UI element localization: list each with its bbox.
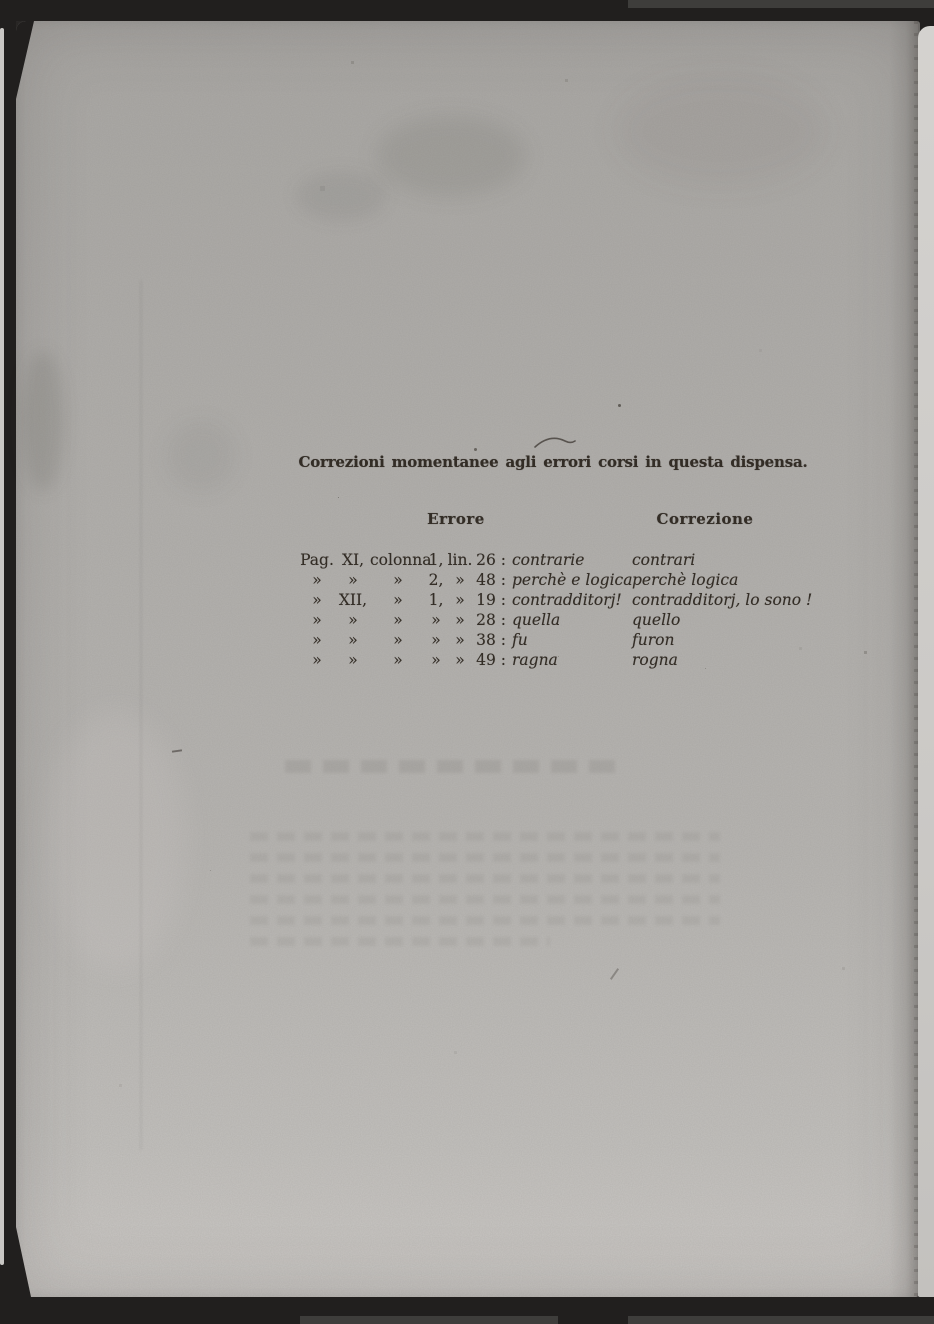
cell-correzione-text: contrari — [632, 551, 696, 569]
cell-correzione-text: quello — [632, 611, 681, 629]
cell-colonna-number: » — [431, 611, 441, 629]
cell-errore-text: contrarie — [512, 551, 585, 569]
cell-page-number: XI, — [341, 551, 365, 569]
cell-colonna-label: » — [393, 651, 403, 669]
cell-linea-label: » — [455, 651, 465, 669]
cell-pag-label: » — [312, 611, 322, 629]
cell-pag-label: » — [312, 651, 322, 669]
cell-linea-label: » — [455, 611, 465, 629]
errata-row — [298, 590, 858, 610]
scan-band-wear-bottom-right — [628, 1316, 934, 1324]
cell-correzione-text: furon — [632, 631, 675, 649]
cell-linea-label: » — [455, 591, 465, 609]
cell-page-number: » — [348, 611, 358, 629]
cell-pag-label: Pag. — [300, 551, 334, 569]
errata-column-headers — [16, 510, 918, 530]
cell-linea-number: 26 : — [476, 551, 506, 569]
scan-band-wear-top — [628, 0, 934, 8]
cell-colonna-label: colonna — [370, 551, 432, 569]
errata-row — [298, 550, 858, 570]
cell-page-number: » — [348, 571, 358, 589]
paper-page — [16, 21, 920, 1297]
next-page-edge — [918, 26, 934, 1297]
cell-colonna-number: » — [431, 651, 441, 669]
cell-colonna-label: » — [393, 611, 403, 629]
cell-colonna-label: » — [393, 631, 403, 649]
cell-colonna-label: » — [393, 591, 403, 609]
cell-colonna-number: 1, — [428, 551, 444, 569]
column-header-errore: Errore — [427, 510, 485, 528]
cell-page-number: » — [348, 651, 358, 669]
cell-linea-label: » — [455, 631, 465, 649]
cell-colonna-number: » — [431, 631, 441, 649]
errata-title: Correzioni momentanee agli errori corsi in questa dispensa. — [298, 453, 808, 471]
errata-row — [298, 650, 858, 670]
cell-linea-number: 48 : — [476, 571, 506, 589]
errata-row — [298, 610, 858, 630]
cell-errore-text: quella — [512, 611, 561, 629]
cell-page-number: XII, — [338, 591, 368, 609]
errata-row — [298, 570, 858, 590]
cell-errore-text: contradditorj! — [512, 591, 622, 609]
cell-linea-number: 19 : — [476, 591, 506, 609]
cell-errore-text: ragna — [512, 651, 558, 669]
cell-errore-text: perchè e logica — [512, 571, 633, 589]
cell-errore-text: fu — [512, 631, 528, 649]
errata-row — [298, 630, 858, 650]
cell-page-number: » — [348, 631, 358, 649]
cell-colonna-number: 2, — [428, 571, 444, 589]
printed-content — [16, 21, 918, 1297]
cell-colonna-number: 1, — [428, 591, 444, 609]
cell-pag-label: » — [312, 631, 322, 649]
cell-linea-number: 49 : — [476, 651, 506, 669]
cell-pag-label: » — [312, 591, 322, 609]
cell-linea-number: 38 : — [476, 631, 506, 649]
cell-colonna-label: » — [393, 571, 403, 589]
cell-linea-number: 28 : — [476, 611, 506, 629]
errata-table — [298, 550, 858, 670]
cell-correzione-text: perchè logica — [632, 571, 739, 589]
scanner-edge-sliver — [0, 28, 4, 1265]
scan-band-wear-bottom-left — [300, 1316, 558, 1324]
column-header-correzione: Correzione — [656, 510, 754, 528]
cell-linea-label: » — [455, 571, 465, 589]
cell-correzione-text: rogna — [632, 651, 678, 669]
cell-linea-label: lin. — [447, 551, 473, 569]
cell-correzione-text: contradditorj, lo sono ! — [632, 591, 813, 609]
cell-pag-label: » — [312, 571, 322, 589]
